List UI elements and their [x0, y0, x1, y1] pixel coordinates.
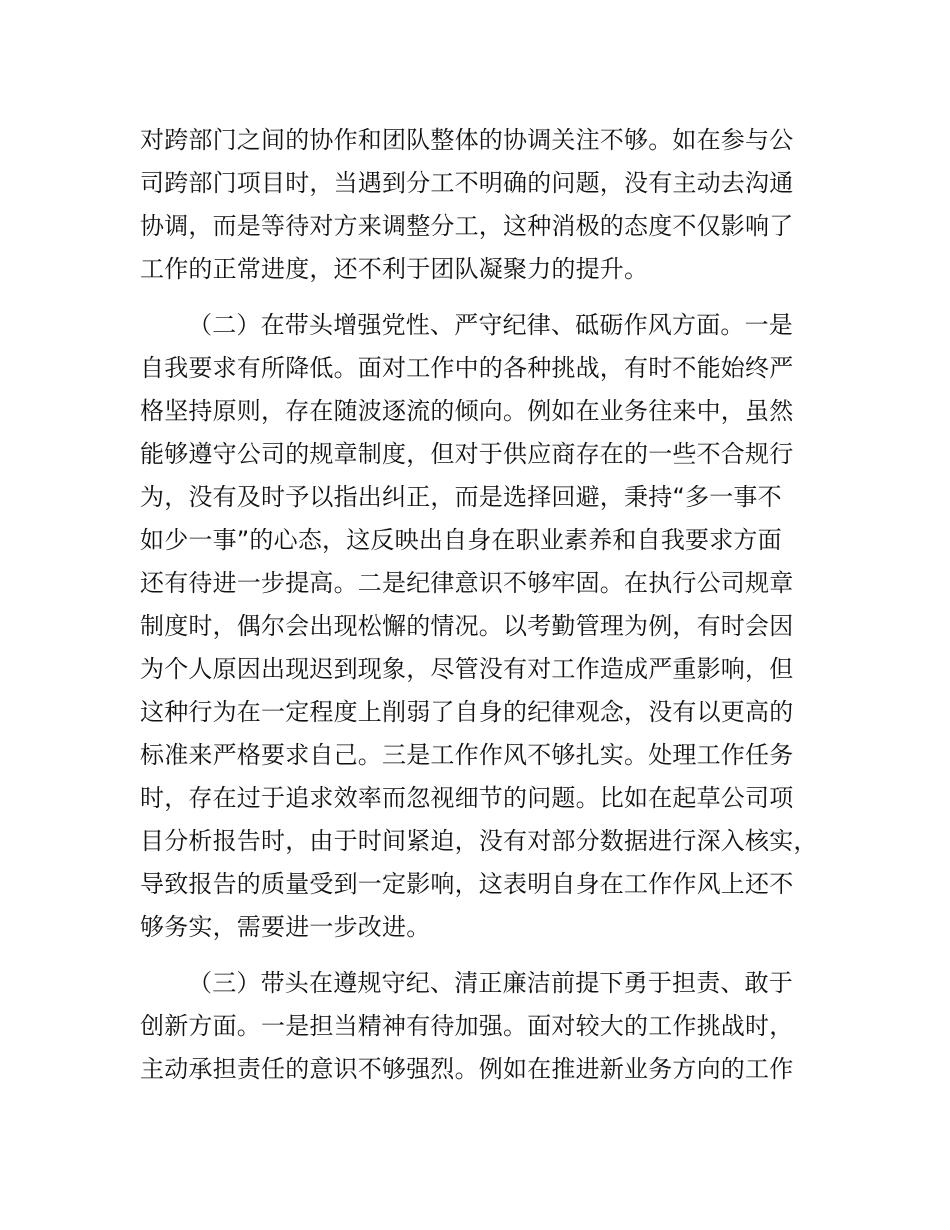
- text-line: 格坚持原则，存在随波逐流的倾向。例如在业务往来中，虽然: [140, 397, 794, 425]
- paragraph-1: [140, 119, 840, 291]
- text-line: 自我要求有所降低。面对工作中的各种挑战，有时不能始终严: [140, 354, 794, 382]
- text-line: 为，没有及时予以指出纠正，而是选择回避，秉持“多一事不: [140, 483, 782, 511]
- document-body: [140, 119, 840, 1091]
- text-line: 标准来严格要求自己。三是工作作风不够扎实。处理工作任务: [140, 741, 794, 769]
- paragraph-gap: [140, 949, 840, 962]
- text-line: 工作的正常进度，还不利于团队凝聚力的提升。: [140, 255, 649, 283]
- text-line: 如少一事”的心态，这反映出自身在职业素养和自我要求方面: [140, 526, 782, 554]
- text-line: 制度时，偶尔会出现松懈的情况。以考勤管理为例，有时会因: [140, 612, 794, 640]
- text-line: 对跨部门之间的协作和团队整体的协调关注不够。如在参与公: [140, 126, 794, 154]
- text-line: 时，存在过于追求效率而忽视细节的问题。比如在起草公司项: [140, 784, 794, 812]
- text-line: 导致报告的质量受到一定影响，这表明自身在工作作风上还不: [140, 870, 794, 898]
- text-line: 协调，而是等待对方来调整分工，这种消极的态度不仅影响了: [140, 212, 794, 240]
- paragraph-3: [140, 962, 840, 1091]
- text-line: 能够遵守公司的规章制度，但对于供应商存在的一些不合规行: [140, 440, 794, 468]
- text-line: 还有待进一步提高。二是纪律意识不够牢固。在执行公司规章: [140, 569, 794, 597]
- paragraph-gap: [140, 291, 840, 304]
- text-line: 这种行为在一定程度上削弱了自身的纪律观念，没有以更高的: [140, 698, 794, 726]
- text-line: （三）带头在遵规守纪、清正廉洁前提下勇于担责、敢于: [188, 969, 793, 997]
- text-line: （二）在带头增强党性、严守纪律、砥砺作风方面。一是: [188, 311, 793, 339]
- text-line: 创新方面。一是担当精神有待加强。面对较大的工作挑战时，: [140, 1012, 794, 1040]
- text-line: 司跨部门项目时，当遇到分工不明确的问题，没有主动去沟通: [140, 169, 794, 197]
- text-line: 够务实，需要进一步改进。: [140, 913, 431, 941]
- paragraph-2: [140, 304, 840, 949]
- text-line: 目分析报告时，由于时间紧迫，没有对部分数据进行深入核实，: [140, 827, 818, 855]
- text-line: 为个人原因出现迟到现象，尽管没有对工作造成严重影响，但: [140, 655, 794, 683]
- text-line: 主动承担责任的意识不够强烈。例如在推进新业务方向的工作: [140, 1055, 794, 1083]
